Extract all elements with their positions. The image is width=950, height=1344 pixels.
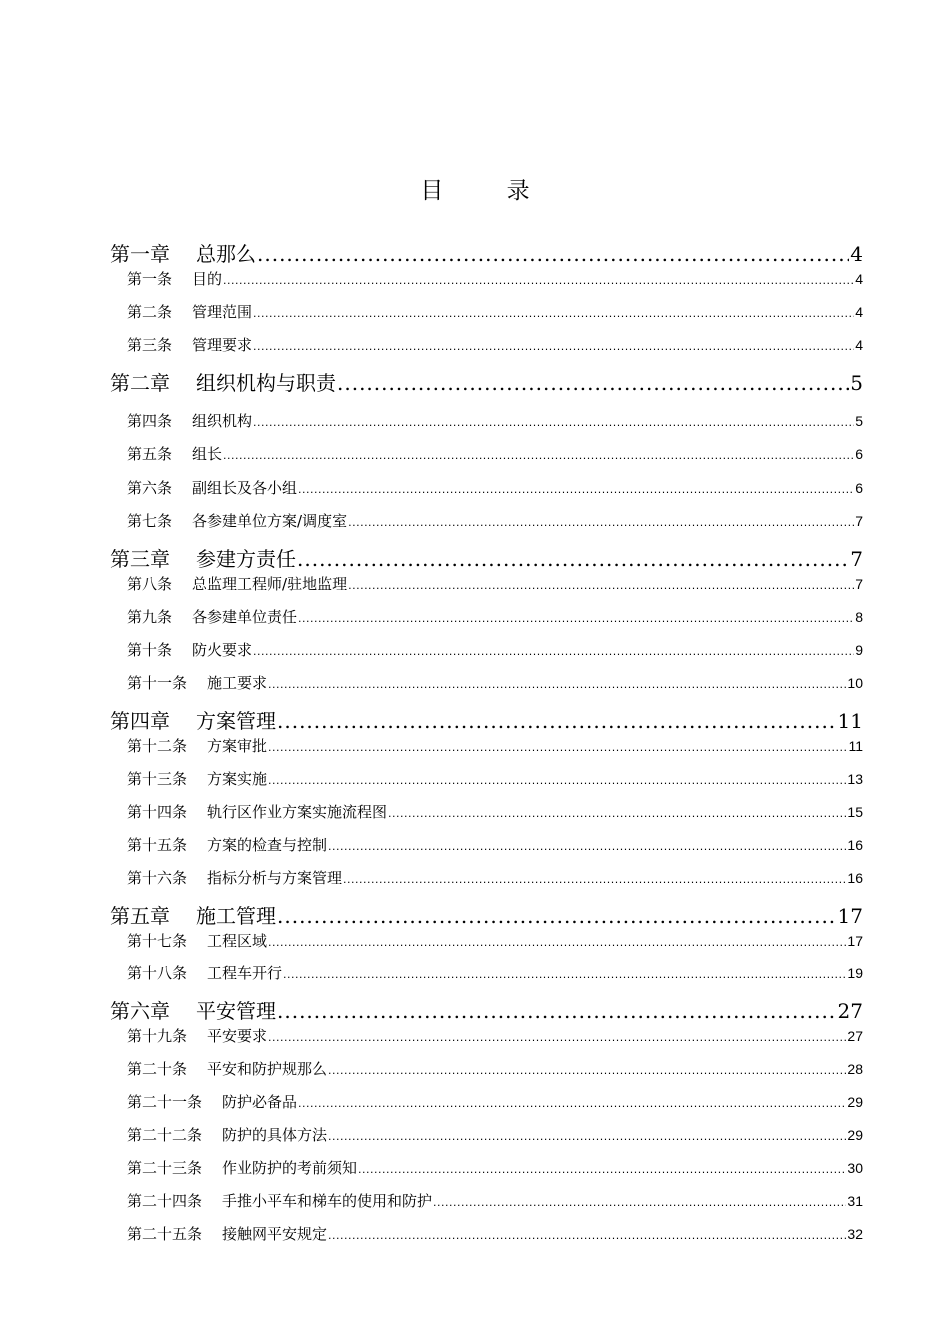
toc-article-entry[interactable]: [127, 834, 863, 855]
entry-title: 施工要求: [207, 674, 268, 692]
entry-title: 防护必备品: [222, 1093, 298, 1111]
entry-number: 第二十一条: [127, 1093, 203, 1111]
toc-article-entry[interactable]: [127, 477, 863, 498]
entry-number: 第十条: [127, 641, 173, 659]
entry-page-number: 17: [837, 904, 863, 928]
toc-article-entry[interactable]: [127, 573, 863, 594]
toc-article-entry[interactable]: [127, 962, 863, 983]
entry-page-number: 4: [850, 242, 863, 266]
entry-number: 第三条: [127, 336, 173, 354]
dot-leader: [298, 1093, 846, 1111]
entry-number: 第十八条: [127, 964, 188, 982]
entry-number: 第二十五条: [127, 1225, 203, 1243]
entry-number: 第六章: [110, 999, 170, 1023]
entry-number: 第十九条: [127, 1027, 188, 1045]
entry-number: 第二条: [127, 303, 173, 321]
entry-number: 第二十四条: [127, 1192, 203, 1210]
entry-title: 工程车开行: [207, 964, 283, 982]
entry-page-number: 28: [847, 1061, 863, 1077]
toc-article-entry[interactable]: [127, 1223, 863, 1244]
toc-article-entry[interactable]: [127, 301, 863, 322]
dot-leader: [328, 1060, 846, 1078]
entry-number: 第十四条: [127, 803, 188, 821]
dot-leader: [253, 303, 854, 321]
entry-page-number: 7: [850, 547, 863, 571]
entry-number: 第十二条: [127, 737, 188, 755]
toc-article-entry[interactable]: [127, 1058, 863, 1079]
entry-title: 平安管理: [196, 999, 276, 1023]
entry-title: 作业防护的考前须知: [222, 1159, 358, 1177]
entry-page-number: 11: [848, 738, 863, 754]
dot-leader: [253, 336, 854, 354]
entry-number: 第八条: [127, 575, 173, 593]
entry-page-number: 17: [847, 933, 863, 949]
entry-page-number: 5: [855, 413, 863, 429]
entry-page-number: 29: [847, 1127, 863, 1143]
entry-page-number: 31: [847, 1193, 863, 1209]
entry-title: 总监理工程师/驻地监理: [192, 575, 348, 593]
dot-leader: [257, 242, 849, 266]
entry-title: 防护的具体方法: [222, 1126, 328, 1144]
toc-article-entry[interactable]: [127, 1091, 863, 1112]
toc-article-entry[interactable]: [127, 672, 863, 693]
entry-page-number: 4: [855, 271, 863, 287]
entry-number: 第九条: [127, 608, 173, 626]
dot-leader: [298, 608, 854, 626]
entry-title: 平安要求: [207, 1027, 268, 1045]
entry-page-number: 4: [855, 337, 863, 353]
entry-title: 方案实施: [207, 770, 268, 788]
entry-title: 目的: [192, 270, 223, 288]
entry-number: 第二章: [110, 371, 170, 395]
entry-number: 第十七条: [127, 932, 188, 950]
dot-leader: [328, 1225, 846, 1243]
entry-page-number: 15: [847, 804, 863, 820]
entry-page-number: 29: [847, 1094, 863, 1110]
dot-leader: [253, 641, 854, 659]
dot-leader: [388, 803, 846, 821]
entry-number: 第四章: [110, 709, 170, 733]
entry-number: 第十五条: [127, 836, 188, 854]
toc-article-entry[interactable]: [127, 443, 863, 464]
entry-title: 组长: [192, 445, 223, 463]
toc-chapter-entry[interactable]: [110, 543, 863, 572]
toc-article-entry[interactable]: [127, 930, 863, 951]
dot-leader: [433, 1192, 846, 1210]
entry-page-number: 27: [837, 999, 863, 1023]
dot-leader: [277, 999, 837, 1023]
entry-title: 参建方责任: [196, 547, 296, 571]
entry-page-number: 4: [855, 304, 863, 320]
entry-page-number: 13: [847, 771, 863, 787]
entry-number: 第六条: [127, 479, 173, 497]
entry-page-number: 6: [855, 446, 863, 462]
entry-title: 管理要求: [192, 336, 253, 354]
entry-number: 第二十条: [127, 1060, 188, 1078]
toc-article-entry[interactable]: [127, 334, 863, 355]
dot-leader: [283, 964, 846, 982]
entry-title: 方案审批: [207, 737, 268, 755]
entry-number: 第十三条: [127, 770, 188, 788]
toc-article-entry[interactable]: [127, 1025, 863, 1046]
toc-chapter-entry[interactable]: [110, 995, 863, 1024]
entry-page-number: 16: [847, 870, 863, 886]
entry-title: 副组长及各小组: [192, 479, 298, 497]
entry-title: 防火要求: [192, 641, 253, 659]
entry-number: 第七条: [127, 512, 173, 530]
entry-title: 指标分析与方案管理: [207, 869, 343, 887]
toc-article-entry[interactable]: [127, 639, 863, 660]
toc-chapter-entry[interactable]: [110, 705, 863, 734]
toc-article-entry[interactable]: [127, 410, 863, 431]
dot-leader: [358, 1159, 846, 1177]
entry-page-number: 8: [855, 609, 863, 625]
entry-title: 各参建单位责任: [192, 608, 298, 626]
entry-title: 方案管理: [196, 709, 276, 733]
toc-article-entry[interactable]: [127, 735, 863, 756]
entry-title: 总那么: [196, 242, 256, 266]
entry-page-number: 9: [855, 642, 863, 658]
entry-number: 第十六条: [127, 869, 188, 887]
toc-article-entry[interactable]: [127, 768, 863, 789]
entry-title: 手推小平车和梯车的使用和防护: [222, 1192, 433, 1210]
entry-page-number: 11: [837, 709, 863, 733]
toc-title: 目 录: [420, 178, 558, 204]
entry-page-number: 32: [847, 1226, 863, 1242]
entry-page-number: 10: [847, 675, 863, 691]
dot-leader: [328, 836, 846, 854]
dot-leader: [223, 270, 854, 288]
entry-number: 第十一条: [127, 674, 188, 692]
dot-leader: [223, 445, 854, 463]
entry-number: 第五章: [110, 904, 170, 928]
entry-title: 各参建单位方案/调度室: [192, 512, 348, 530]
toc-article-entry[interactable]: [127, 1124, 863, 1145]
entry-page-number: 16: [847, 837, 863, 853]
entry-title: 平安和防护规那么: [207, 1060, 328, 1078]
toc-article-entry[interactable]: [127, 268, 863, 289]
entry-number: 第一条: [127, 270, 173, 288]
dot-leader: [328, 1126, 846, 1144]
entry-title: 工程区域: [207, 932, 268, 950]
entry-title: 组织机构: [192, 412, 253, 430]
dot-leader: [298, 479, 854, 497]
dot-leader: [277, 709, 837, 733]
toc-article-entry[interactable]: [127, 801, 863, 822]
dot-leader: [297, 547, 849, 571]
entry-title: 施工管理: [196, 904, 276, 928]
dot-leader: [268, 770, 846, 788]
entry-page-number: 5: [850, 371, 863, 395]
dot-leader: [348, 512, 854, 530]
entry-page-number: 27: [847, 1028, 863, 1044]
dot-leader: [268, 674, 846, 692]
entry-number: 第一章: [110, 242, 170, 266]
entry-number: 第三章: [110, 547, 170, 571]
dot-leader: [343, 869, 846, 887]
dot-leader: [253, 412, 854, 430]
dot-leader: [337, 371, 849, 395]
entry-number: 第五条: [127, 445, 173, 463]
entry-page-number: 7: [855, 576, 863, 592]
entry-title: 组织机构与职责: [196, 371, 336, 395]
entry-page-number: 6: [855, 480, 863, 496]
toc-chapter-entry[interactable]: [110, 900, 863, 929]
entry-page-number: 7: [855, 513, 863, 529]
entry-number: 第二十二条: [127, 1126, 203, 1144]
entry-title: 接触网平安规定: [222, 1225, 328, 1243]
toc-chapter-entry[interactable]: [110, 238, 863, 267]
dot-leader: [268, 1027, 846, 1045]
toc-article-entry[interactable]: [127, 1157, 863, 1178]
toc-article-entry[interactable]: [127, 606, 863, 627]
entry-page-number: 19: [847, 965, 863, 981]
entry-number: 第四条: [127, 412, 173, 430]
dot-leader: [268, 737, 847, 755]
entry-number: 第二十三条: [127, 1159, 203, 1177]
toc-article-entry[interactable]: [127, 510, 863, 531]
toc-chapter-entry[interactable]: [110, 367, 863, 396]
entry-title: 管理范围: [192, 303, 253, 321]
toc-article-entry[interactable]: [127, 867, 863, 888]
entry-title: 轨行区作业方案实施流程图: [207, 803, 388, 821]
entry-title: 方案的检查与控制: [207, 836, 328, 854]
dot-leader: [268, 932, 846, 950]
dot-leader: [277, 904, 837, 928]
toc-article-entry[interactable]: [127, 1190, 863, 1211]
entry-page-number: 30: [847, 1160, 863, 1176]
dot-leader: [348, 575, 854, 593]
